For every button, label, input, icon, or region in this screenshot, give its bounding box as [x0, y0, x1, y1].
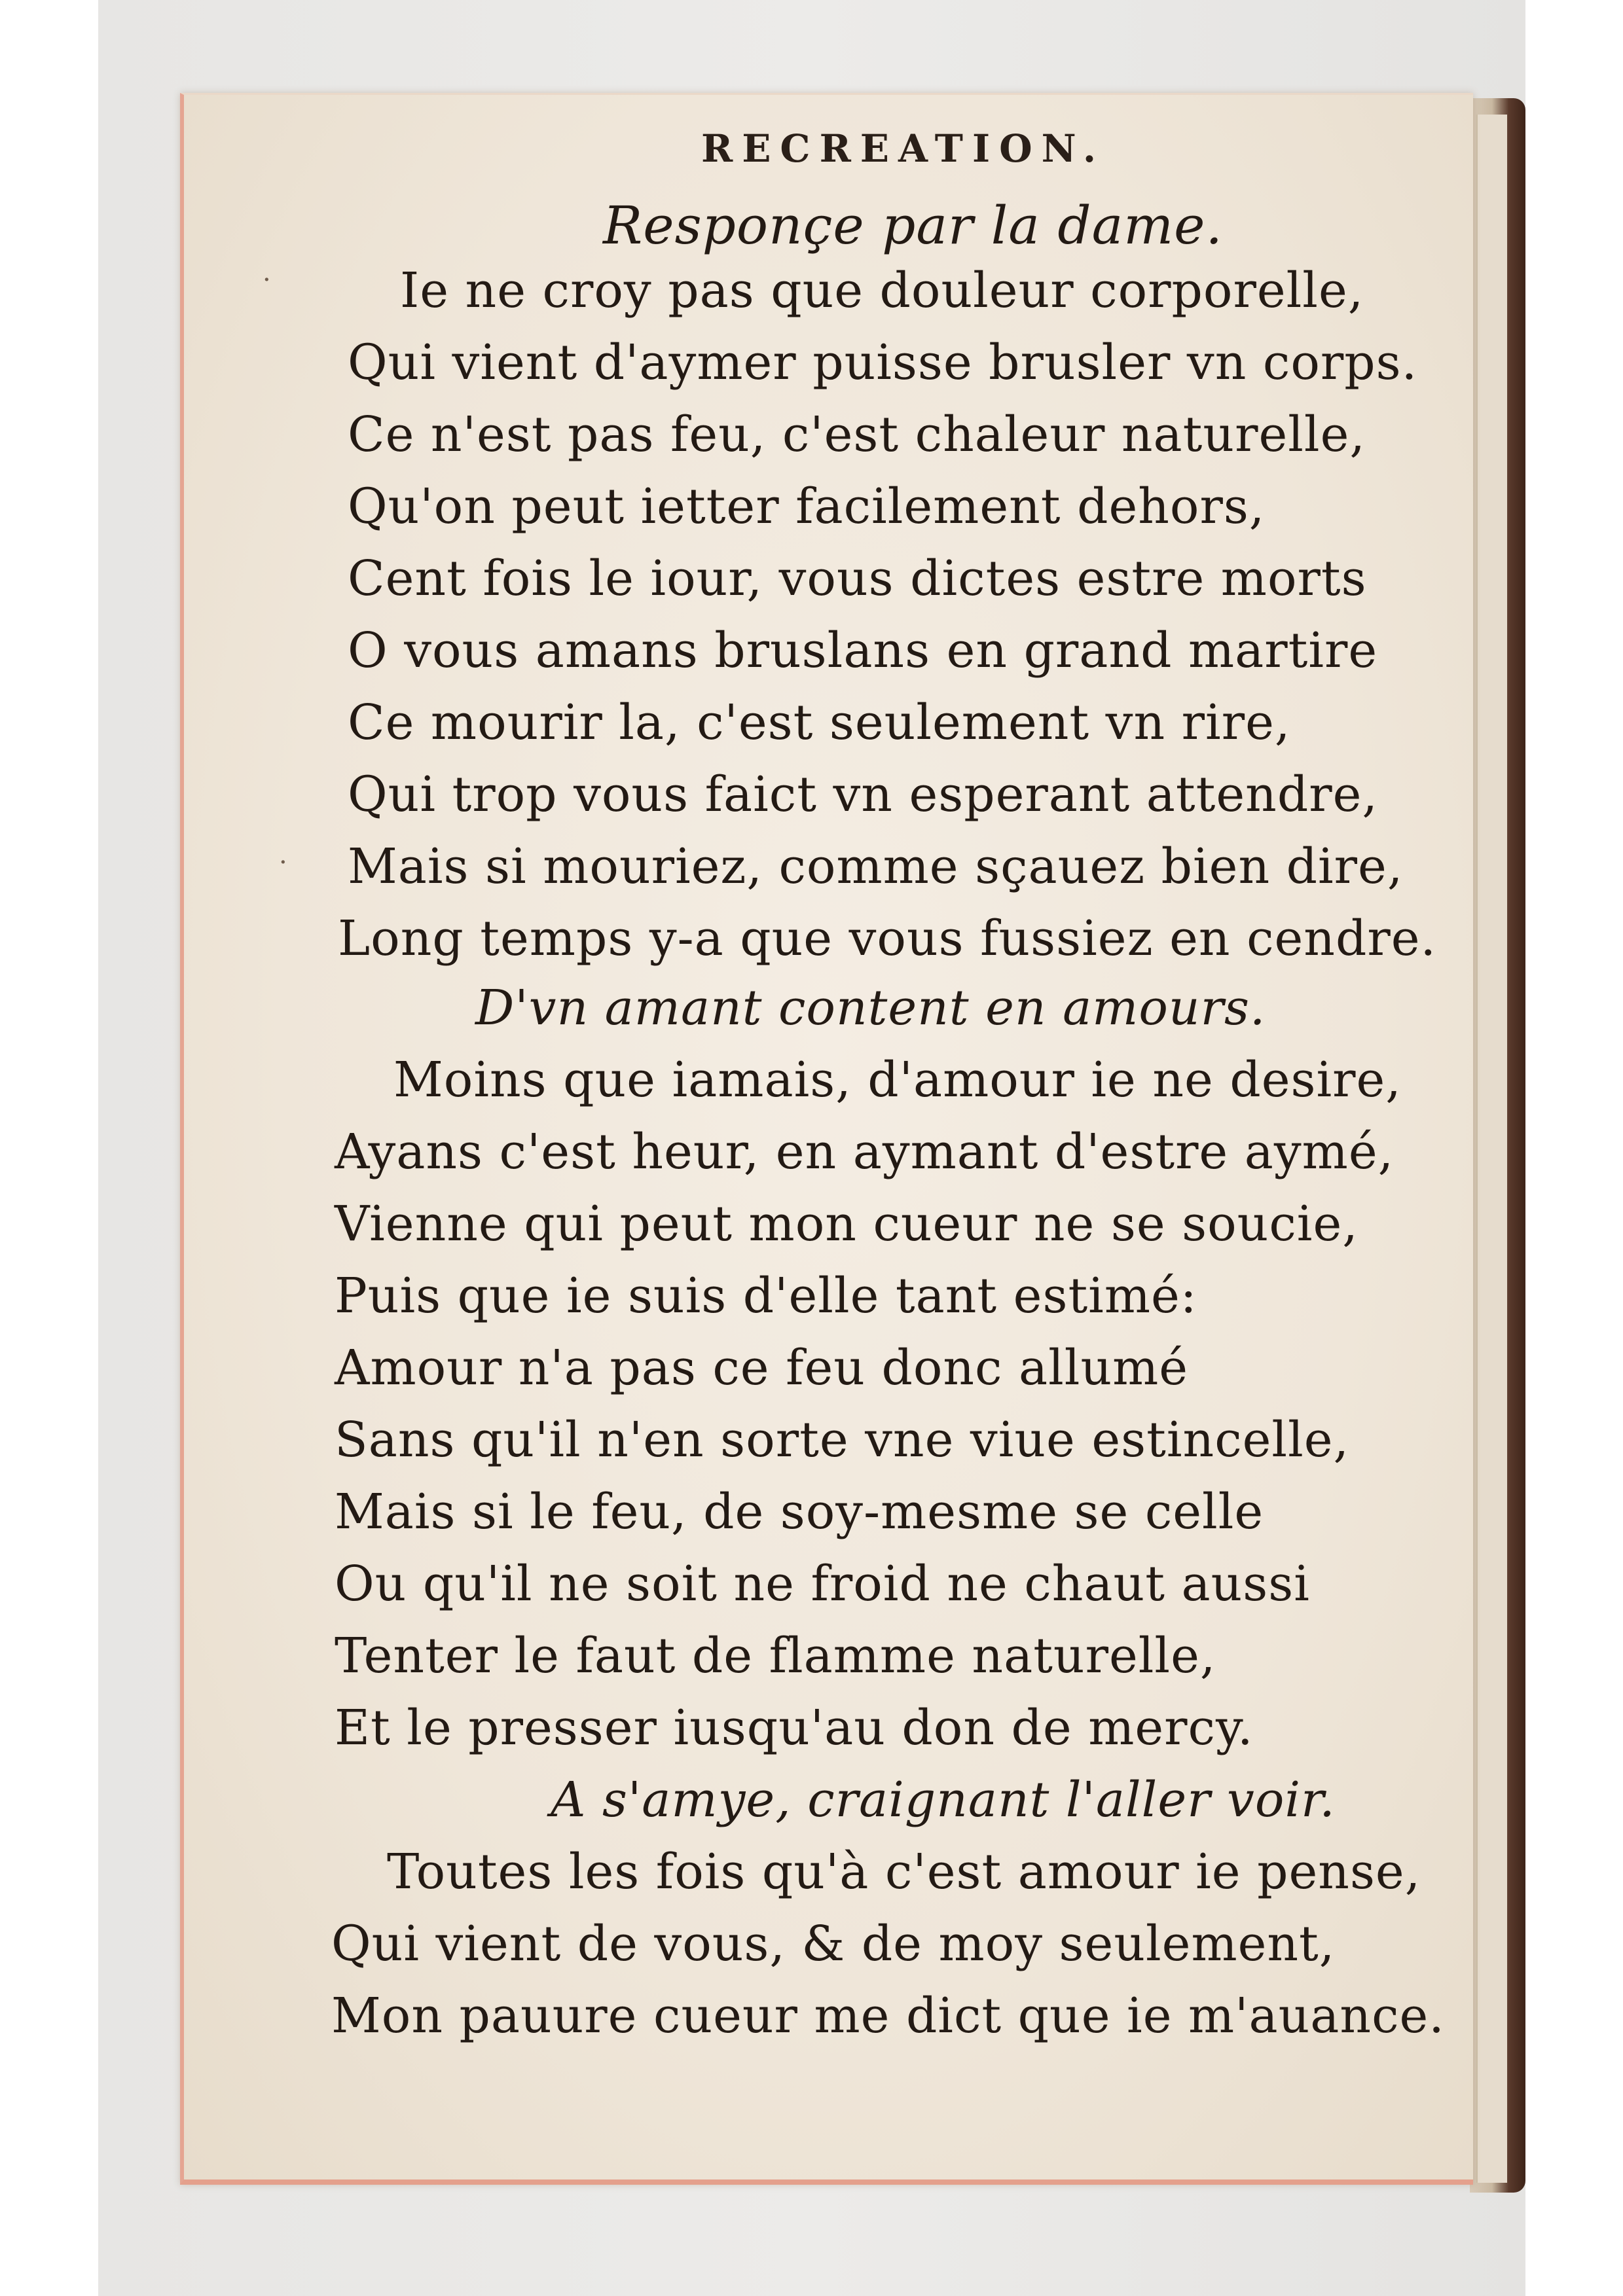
running-head: RECREATION. [701, 126, 1106, 171]
page-text [184, 95, 1473, 2179]
verse-line: Mon pauure cueur me dict que ie m'auance. [331, 1988, 1445, 2044]
verse-line: Ce n'est pas feu, c'est chaleur naturelle, [348, 406, 1366, 463]
verse-line: Mais si le feu, de soy-mesme se celle [335, 1484, 1264, 1540]
verse-line: Puis que ie suis d'elle tant estimé: [335, 1268, 1197, 1324]
verse-line: Qui vient d'aymer puisse brusler vn corps. [348, 334, 1418, 391]
verse-line: Ayans c'est heur, en aymant d'estre aymé, [335, 1124, 1395, 1180]
verse-line: Qu'on peut ietter facilement dehors, [348, 478, 1266, 535]
facing-page-edge [1476, 115, 1507, 2183]
verse-line: Et le presser iusqu'au don de mercy. [335, 1700, 1254, 1756]
verse-line: Qui vient de vous, & de moy seulement, [331, 1916, 1336, 1972]
section-heading: D'vn amant content en amours. [475, 980, 1266, 1036]
verse-line: Sans qu'il n'en sorte vne viue estincelle, [335, 1412, 1350, 1468]
verse-line: Moins que iamais, d'amour ie ne desire, [393, 1052, 1402, 1108]
book-page [180, 93, 1473, 2185]
section-heading: A s'amye, craignant l'aller voir. [551, 1772, 1336, 1828]
verse-line: Ou qu'il ne soit ne froid ne chaut aussi [335, 1556, 1310, 1612]
verse-line: Cent fois le iour, vous dictes estre morts [348, 550, 1367, 607]
verse-line: Vienne qui peut mon cueur ne se soucie, [335, 1196, 1359, 1252]
verse-line: Mais si mouriez, comme sçauez bien dire, [348, 838, 1404, 895]
verse-line: O vous amans bruslans en grand martire [348, 622, 1378, 679]
verse-line: Toutes les fois qu'à c'est amour ie pense, [387, 1844, 1421, 1900]
verse-line: Tenter le faut de flamme naturelle, [335, 1628, 1216, 1684]
verse-line: Ie ne croy pas que douleur corporelle, [400, 262, 1364, 319]
margin-speck: · [263, 265, 271, 295]
verse-line: Amour n'a pas ce feu donc allumé [335, 1340, 1189, 1396]
margin-speck: · [279, 848, 287, 878]
verse-line: Long temps y-a que vous fussiez en cendre. [338, 910, 1437, 967]
verse-line: Ce mourir la, c'est seulement vn rire, [348, 694, 1291, 751]
section-heading: Responçe par la dame. [603, 195, 1223, 256]
verse-line: Qui trop vous faict vn esperant attendre, [348, 766, 1378, 823]
